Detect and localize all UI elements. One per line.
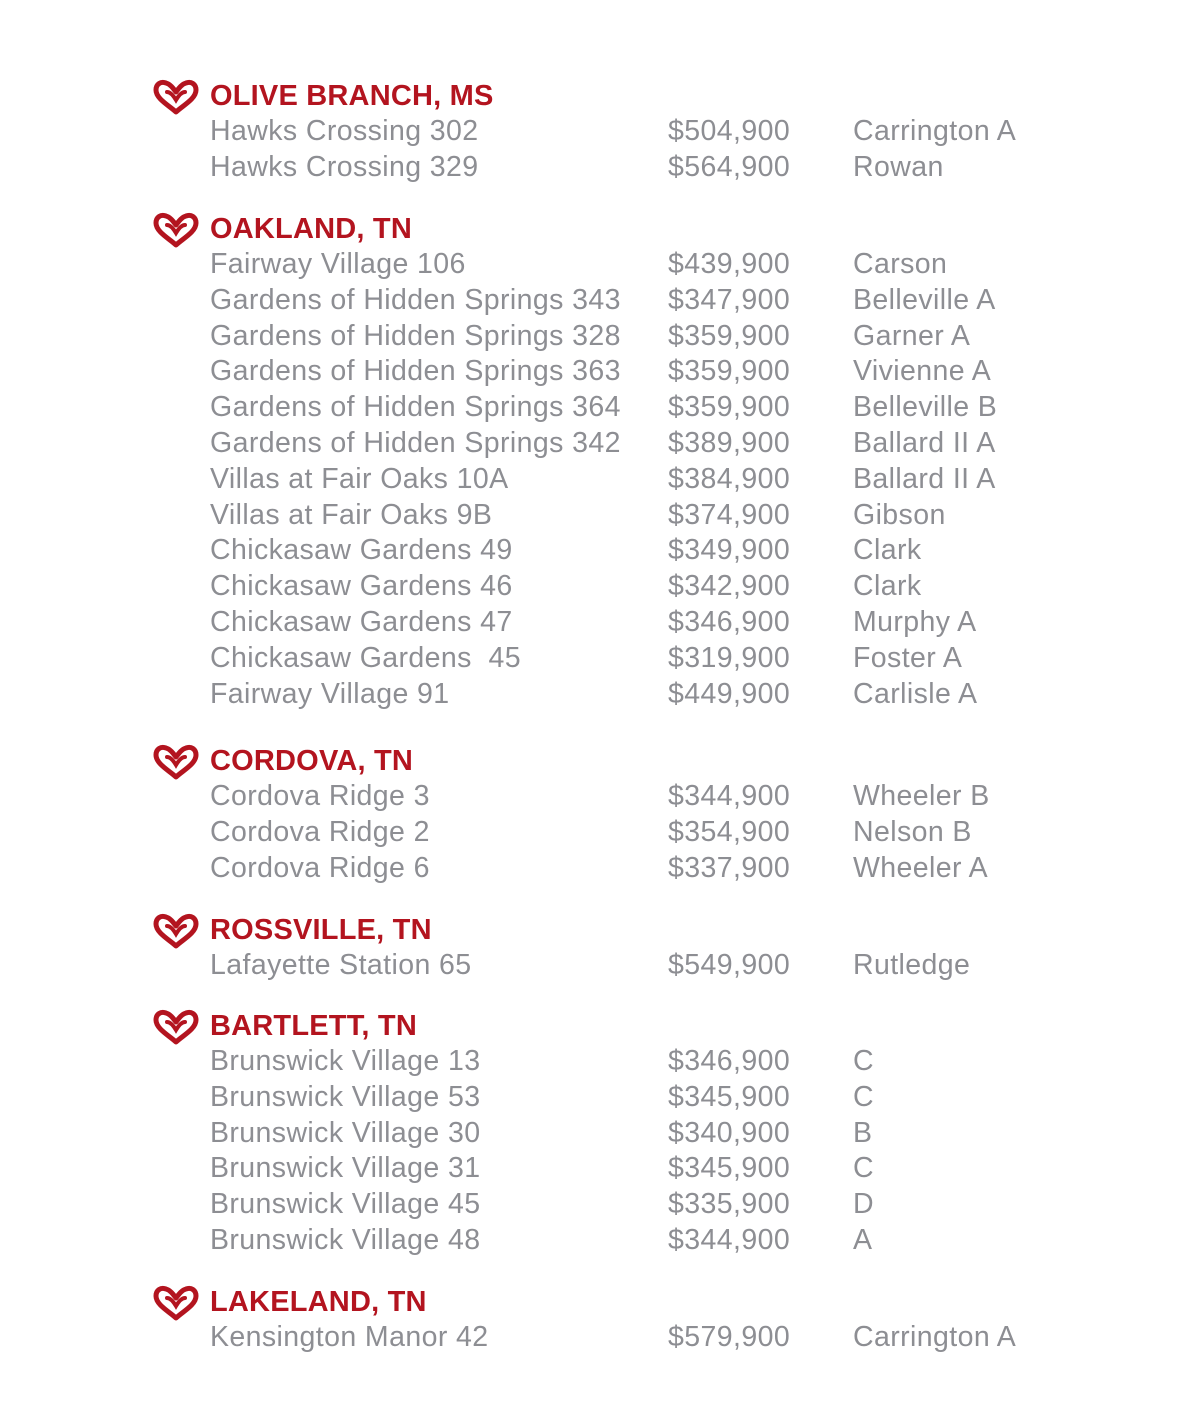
- heart-icon: [150, 1285, 202, 1325]
- city-header: [0, 1008, 1200, 1044]
- home-name: Brunswick Village 31: [210, 1152, 481, 1185]
- heart-icon: [150, 913, 202, 953]
- home-price: $340,900: [668, 1116, 791, 1149]
- home-name: Villas at Fair Oaks 9B: [210, 498, 493, 531]
- home-row: [0, 150, 1200, 186]
- home-name: Chickasaw Gardens 49: [210, 534, 513, 567]
- home-name: Hawks Crossing 302: [210, 115, 479, 147]
- home-price: $359,900: [668, 319, 791, 352]
- home-row: [0, 114, 1200, 150]
- home-row: [0, 851, 1200, 887]
- home-price: $389,900: [668, 426, 791, 459]
- home-row: [0, 283, 1200, 319]
- home-name: Gardens of Hidden Springs 364: [210, 391, 621, 424]
- home-row: [0, 533, 1200, 569]
- home-name: Kensington Manor 42: [210, 1321, 489, 1353]
- home-name: Gardens of Hidden Springs 342: [210, 426, 621, 459]
- heart-icon: [150, 744, 202, 784]
- home-name: Fairway Village 91: [210, 677, 450, 710]
- home-name: Villas at Fair Oaks 10A: [210, 462, 509, 495]
- home-plan: Carson: [853, 248, 948, 280]
- home-row: [0, 1223, 1200, 1259]
- home-name: Gardens of Hidden Springs 363: [210, 355, 621, 388]
- home-plan: Ballard II A: [853, 462, 996, 495]
- home-row: [0, 498, 1200, 534]
- home-plan: Garner A: [853, 319, 971, 352]
- home-price: $549,900: [668, 949, 791, 981]
- city-section: [0, 1284, 1200, 1356]
- city-header: [0, 211, 1200, 247]
- home-row: [0, 390, 1200, 426]
- home-plan: Carrington A: [853, 115, 1017, 147]
- home-price: $345,900: [668, 1080, 791, 1113]
- home-plan: Ballard II A: [853, 426, 996, 459]
- home-row: [0, 815, 1200, 851]
- home-plan: Gibson: [853, 498, 946, 531]
- home-row: [0, 1116, 1200, 1152]
- home-row: [0, 1151, 1200, 1187]
- home-price: $579,900: [668, 1321, 791, 1353]
- city-title: ROSSVILLE, TN: [210, 914, 432, 946]
- home-name: Chickasaw Gardens 45: [210, 641, 521, 674]
- home-plan: C: [853, 1152, 874, 1185]
- home-price: $335,900: [668, 1188, 791, 1221]
- home-plan: Murphy A: [853, 605, 977, 638]
- home-price: $344,900: [668, 780, 791, 812]
- home-plan: Belleville B: [853, 391, 998, 424]
- home-plan: Rowan: [853, 150, 944, 183]
- home-name: Brunswick Village 13: [210, 1045, 481, 1077]
- city-section: [0, 912, 1200, 984]
- city-header: [0, 912, 1200, 948]
- home-name: Chickasaw Gardens 46: [210, 570, 513, 603]
- city-title: BARTLETT, TN: [210, 1010, 417, 1042]
- home-row: [0, 462, 1200, 498]
- home-price: $439,900: [668, 248, 791, 280]
- home-plan: Foster A: [853, 641, 963, 674]
- home-name: Chickasaw Gardens 47: [210, 605, 513, 638]
- heart-icon: [150, 79, 202, 119]
- home-price: $359,900: [668, 391, 791, 424]
- home-name: Fairway Village 106: [210, 248, 466, 280]
- home-plan: A: [853, 1223, 873, 1256]
- home-price: $354,900: [668, 815, 791, 848]
- home-row: [0, 1187, 1200, 1223]
- city-title: CORDOVA, TN: [210, 745, 414, 777]
- home-name: Brunswick Village 45: [210, 1188, 481, 1221]
- home-plan: C: [853, 1045, 874, 1077]
- city-section: [0, 1008, 1200, 1259]
- home-price: $346,900: [668, 605, 791, 638]
- home-price: $564,900: [668, 150, 791, 183]
- heart-icon: [150, 1009, 202, 1049]
- home-plan: B: [853, 1116, 873, 1149]
- home-plan: Vivienne A: [853, 355, 992, 388]
- home-price: $342,900: [668, 570, 791, 603]
- home-plan: Carrington A: [853, 1321, 1017, 1353]
- home-row: [0, 426, 1200, 462]
- home-row: [0, 1320, 1200, 1356]
- home-name: Gardens of Hidden Springs 328: [210, 319, 621, 352]
- home-price: $374,900: [668, 498, 791, 531]
- city-section: [0, 211, 1200, 712]
- home-name: Cordova Ridge 3: [210, 780, 430, 812]
- home-name: Gardens of Hidden Springs 343: [210, 283, 621, 316]
- home-price: $449,900: [668, 677, 791, 710]
- home-plan: Rutledge: [853, 949, 971, 981]
- home-row: [0, 605, 1200, 641]
- home-row: [0, 1044, 1200, 1080]
- home-price: $384,900: [668, 462, 791, 495]
- city-title: OLIVE BRANCH, MS: [210, 80, 494, 112]
- home-price: $349,900: [668, 534, 791, 567]
- home-row: [0, 319, 1200, 355]
- heart-icon: [150, 212, 202, 252]
- home-plan: D: [853, 1188, 874, 1221]
- home-row: [0, 641, 1200, 677]
- city-title: OAKLAND, TN: [210, 213, 412, 245]
- home-row: [0, 1080, 1200, 1116]
- home-price: $346,900: [668, 1045, 791, 1077]
- home-name: Cordova Ridge 2: [210, 815, 430, 848]
- home-price: $359,900: [668, 355, 791, 388]
- home-row: [0, 569, 1200, 605]
- home-plan: C: [853, 1080, 874, 1113]
- home-row: [0, 779, 1200, 815]
- home-price: $344,900: [668, 1223, 791, 1256]
- home-row: [0, 247, 1200, 283]
- home-price: $347,900: [668, 283, 791, 316]
- city-section: [0, 78, 1200, 186]
- home-name: Brunswick Village 48: [210, 1223, 481, 1256]
- home-row: [0, 948, 1200, 984]
- city-title: LAKELAND, TN: [210, 1286, 427, 1318]
- city-header: [0, 1284, 1200, 1320]
- home-row: [0, 677, 1200, 713]
- home-name: Lafayette Station 65: [210, 949, 472, 981]
- home-row: [0, 354, 1200, 390]
- home-plan: Wheeler A: [853, 851, 989, 884]
- home-plan: Belleville A: [853, 283, 996, 316]
- city-section: [0, 743, 1200, 886]
- home-name: Brunswick Village 53: [210, 1080, 481, 1113]
- home-price: $345,900: [668, 1152, 791, 1185]
- home-plan: Clark: [853, 534, 922, 567]
- home-price: $319,900: [668, 641, 791, 674]
- home-price: $504,900: [668, 115, 791, 147]
- home-price: $337,900: [668, 851, 791, 884]
- home-plan: Clark: [853, 570, 922, 603]
- home-plan: Wheeler B: [853, 780, 990, 812]
- city-header: [0, 743, 1200, 779]
- city-header: [0, 78, 1200, 114]
- home-name: Hawks Crossing 329: [210, 150, 479, 183]
- home-plan: Nelson B: [853, 815, 972, 848]
- home-name: Brunswick Village 30: [210, 1116, 481, 1149]
- home-name: Cordova Ridge 6: [210, 851, 430, 884]
- home-plan: Carlisle A: [853, 677, 978, 710]
